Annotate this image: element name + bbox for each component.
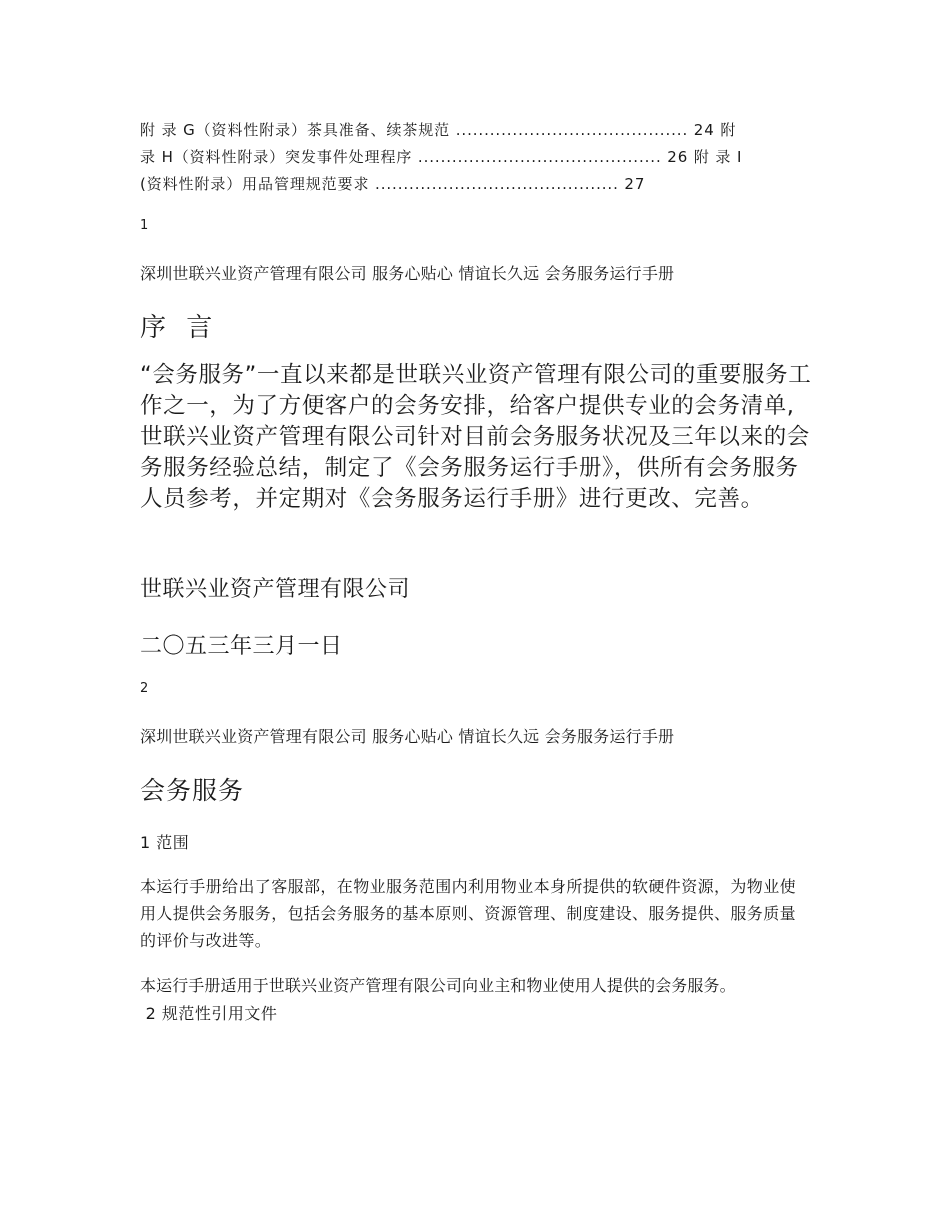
preface-body: “会务服务”一直以来都是世联兴业资产管理有限公司的重要服务工作之一，为了方便客户的会务安排，给客户提供专业的会务清单, 世联兴业资产管理有限公司针对目前会务服务状况及三年以来的会务服务经验总结，制定了《会务服务运行手册》，供所有会务服务人员参考，并定期对《会务服务运行手册》进行更改、完善。 bbox=[140, 362, 812, 512]
preface-title: 序 言 bbox=[140, 313, 219, 343]
page-header-2: 深圳世联兴业资产管理有限公司 服务心贴心 情谊长久远 会务服务运行手册 bbox=[140, 727, 675, 746]
toc-line-3: (资料性附录）用品管理规范要求 ........................................... 27 bbox=[140, 175, 646, 193]
preface-company: 世联兴业资产管理有限公司 bbox=[140, 577, 411, 602]
scope-heading: 1 范围 bbox=[140, 833, 190, 852]
page-number-1: 1 bbox=[140, 218, 149, 233]
toc-line-2: 录 H（资料性附录）突发事件处理程序 ........................................... 26 附 录 I bbox=[140, 148, 743, 166]
section-title: 会务服务 bbox=[140, 776, 245, 805]
scope-paragraph-2: 本运行手册适用于世联兴业资产管理有限公司向业主和物业使用人提供的会务服务。 bbox=[140, 976, 736, 995]
preface-date: 二〇五三年三月一日 bbox=[140, 634, 343, 659]
toc-block bbox=[140, 117, 810, 198]
scope-paragraph-1: 本运行手册给出了客服部，在物业服务范围内利用物业本身所提供的软硬件资源，为物业使用人提供会务服务，包括会务服务的基本原则、资源管理、制度建设、服务提供、服务质量的评价与改进等。 bbox=[140, 877, 797, 950]
toc-line-1: 附 录 G（资料性附录）茶具准备、续茶规范 ......................................... 24 附 bbox=[140, 121, 737, 139]
normative-references-heading: 2 规范性引用文件 bbox=[140, 1004, 278, 1023]
page-number-2: 2 bbox=[140, 681, 149, 696]
page-header-1: 深圳世联兴业资产管理有限公司 服务心贴心 情谊长久远 会务服务运行手册 bbox=[140, 264, 675, 283]
